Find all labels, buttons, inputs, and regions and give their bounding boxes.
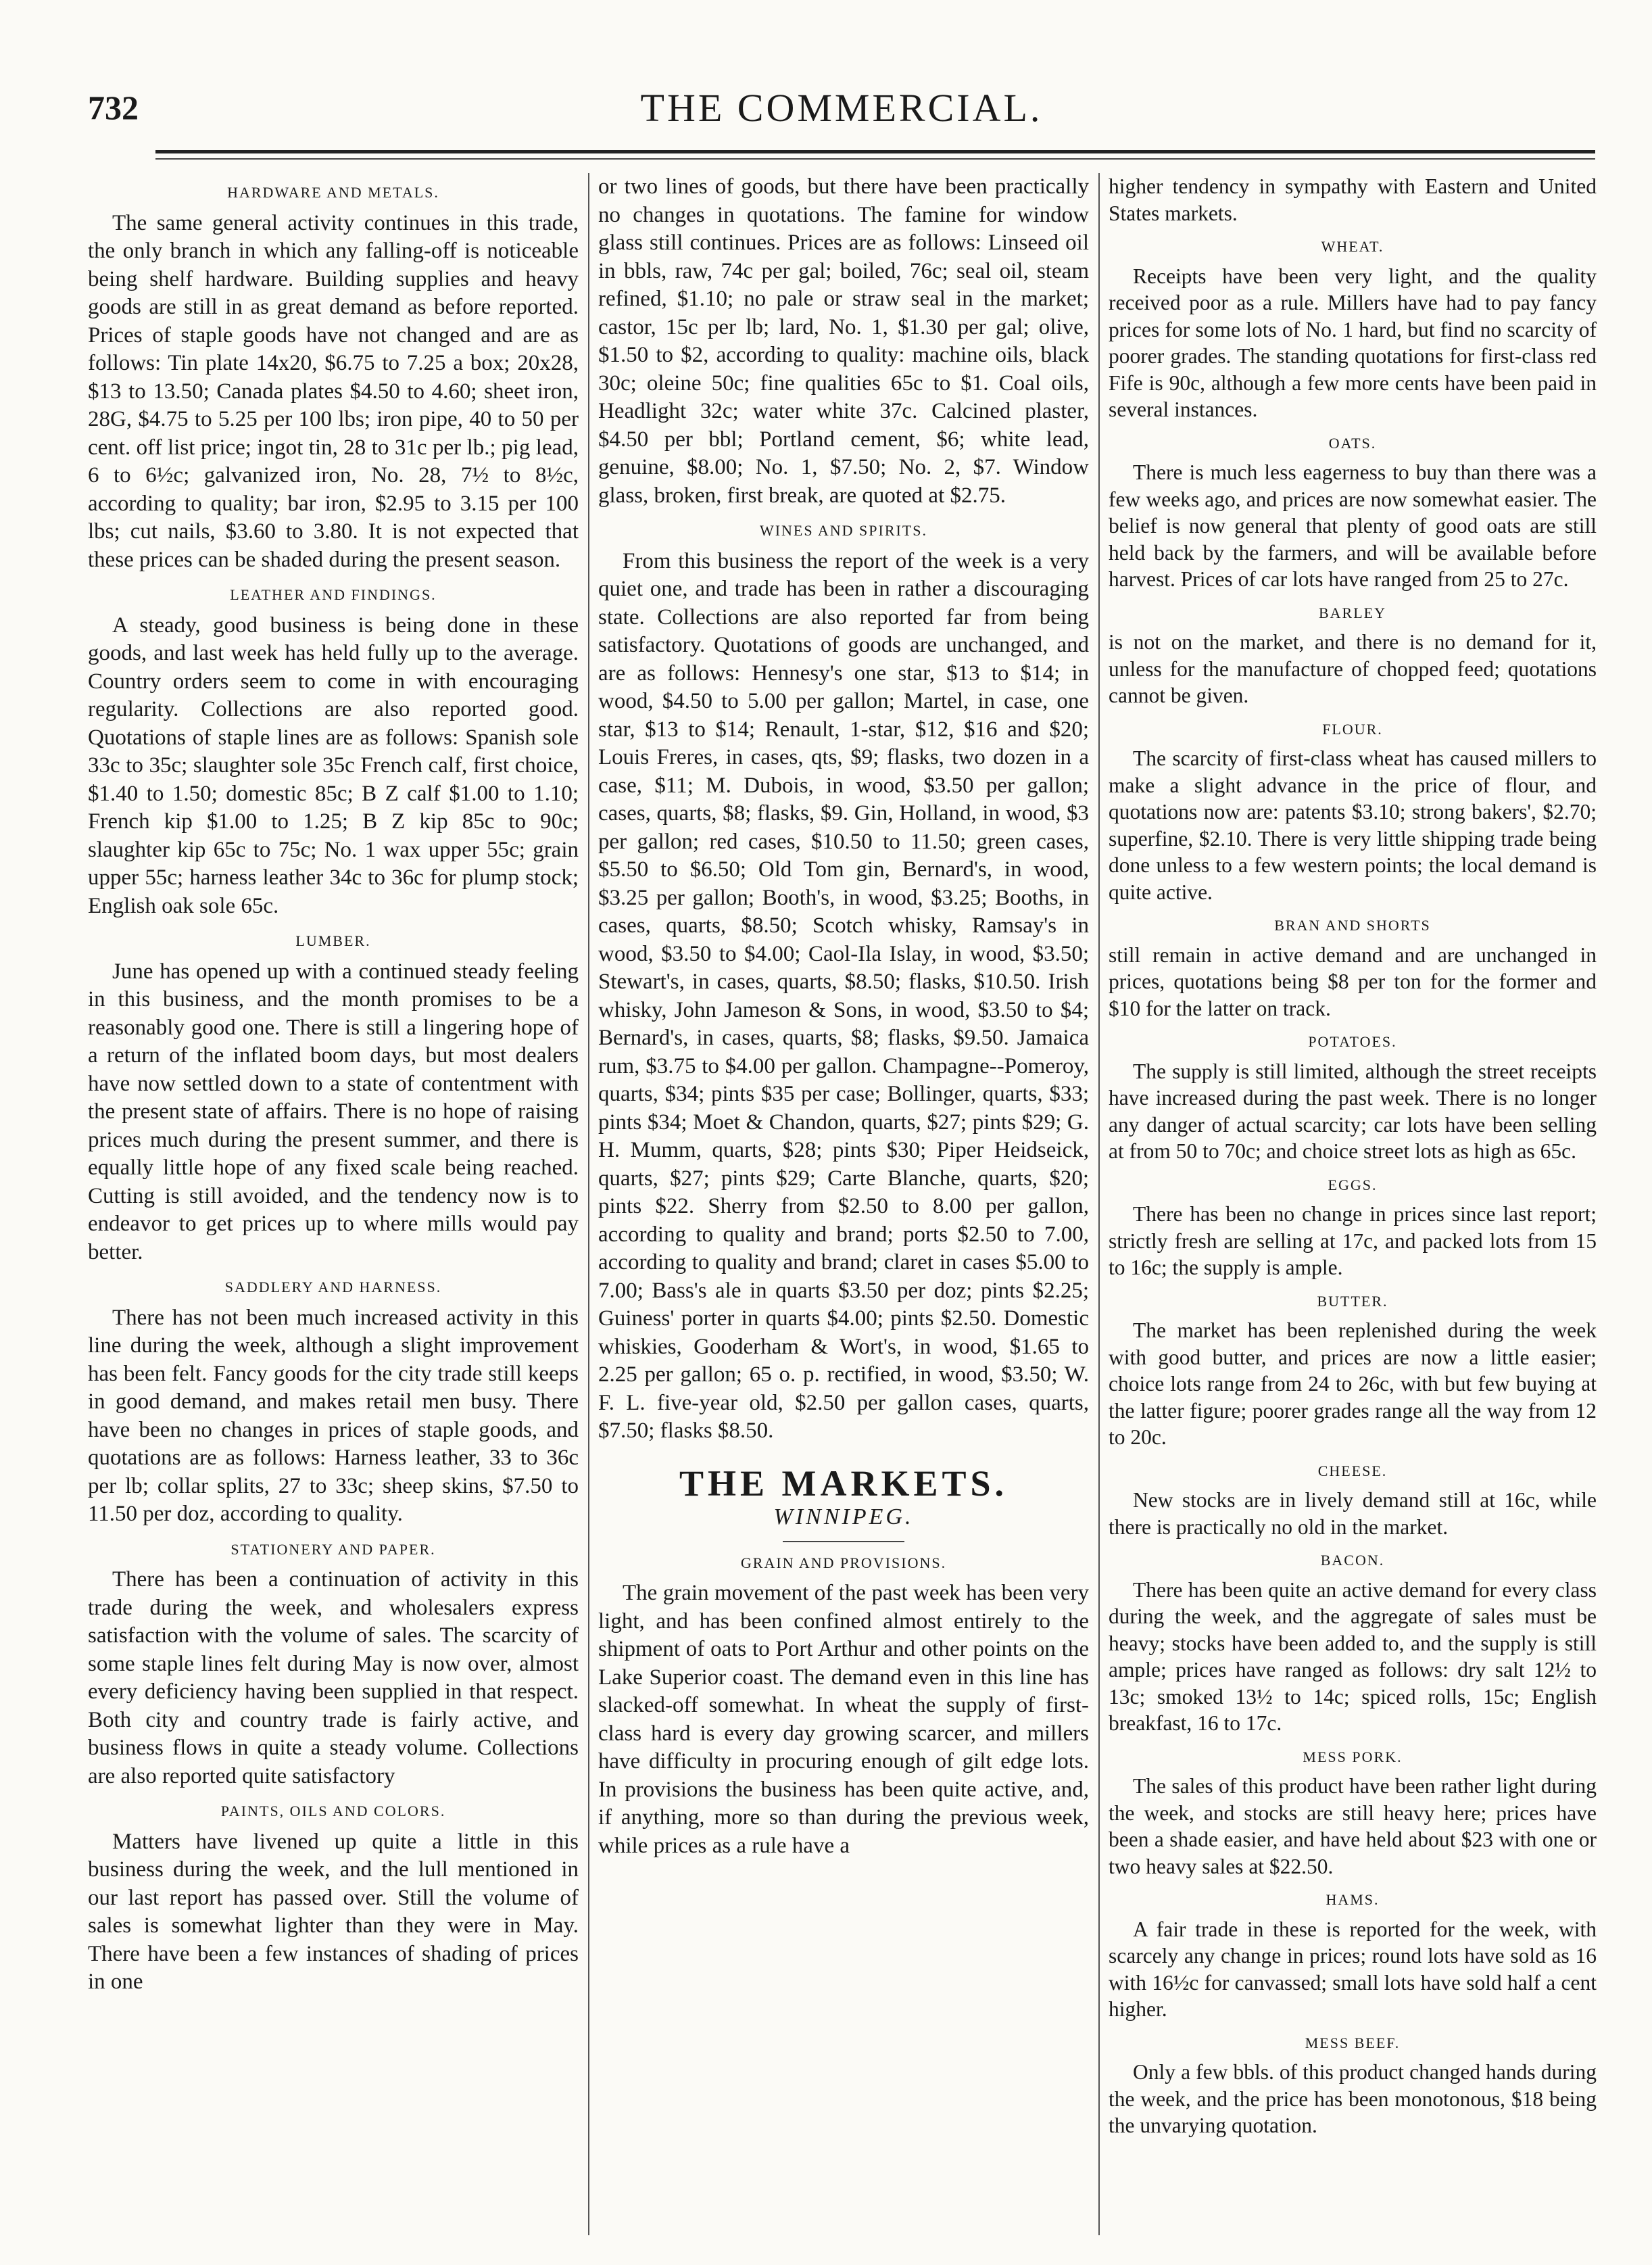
section-flour	[1109, 716, 1597, 906]
paragraph: A fair trade in these is reported for the week, with scarcely any change in prices; round lots have sold as 16 with 16½c for canvassed; small lots have sold half a cent higher.	[1109, 1917, 1597, 2021]
paragraph: Only a few bbls. of this product changed hands during the week, and the price has been monotonous, $18 being the unvarying quotation.	[1109, 2060, 1597, 2137]
section-eggs	[1109, 1172, 1597, 1281]
column-divider	[1098, 173, 1100, 2235]
section-potatoes	[1109, 1028, 1597, 1165]
section-heading: SADDLERY AND HARNESS.	[224, 1279, 442, 1295]
paragraph-continued: higher tendency in sympathy with Eastern and United States markets.	[1109, 174, 1597, 225]
section-heading: WHEAT.	[1321, 238, 1384, 255]
column-2	[598, 173, 1089, 1867]
section-saddlery	[88, 1273, 579, 1529]
section-hardware	[88, 178, 579, 574]
section-bacon	[1109, 1547, 1597, 1737]
paragraph: is not on the market, and there is no demand for it, unless for the manufacture of chopped feed; quotations cannot be given.	[1109, 630, 1597, 707]
paragraph: There has not been much increased activity in this line during the week, although a slight improvement has been felt. Fancy goods for the city trade still keeps in good demand, and makes retail men busy. There have been no changes in prices of staple goods, and quotations are as follows: Harness leather, 33 to 36c per lb; collar splits, 27 to 33c; sheep skins, $7.50 to 11.50 per doz, according to quality.	[88, 1305, 579, 1526]
section-paints	[88, 1797, 579, 1997]
section-heading: STATIONERY AND PAPER.	[230, 1540, 436, 1558]
section-leather	[88, 581, 579, 920]
paragraph: There has been quite an active demand for every class during the week, and the aggregate of sales must be heavy; stocks have been added to, and the supply is still ample; prices have ranged as follows: dry salt 12½ to 13c; smoked 13½ to 14c; spiced rolls, 15c; English breakfast, 16 to 17c.	[1109, 1577, 1597, 1735]
section-heading: FLOUR.	[1322, 720, 1383, 738]
section-heading: LUMBER.	[295, 932, 371, 949]
column-divider	[588, 173, 589, 2235]
section-heading: HAMS.	[1326, 1891, 1380, 1908]
section-heading: PAINTS, OILS AND COLORS.	[220, 1803, 446, 1819]
section-butter	[1109, 1288, 1597, 1451]
paragraph: There has been a continuation of activity in this trade during the week, and wholesalers express satisfaction with the volume of sales. The scarcity of some staple lines felt during May is now over, almost every deficiency having been supplied in that respect. Both city and country trade is fairly active, and business flows in quite a steady volume. Collections are also reported quite satisfactory	[88, 1567, 579, 1788]
section-heading: BARLEY	[1319, 604, 1386, 621]
section-heading: BRAN AND SHORTS	[1274, 917, 1431, 934]
paragraph: New stocks are in lively demand still at 16c, while there is practically no old in the market.	[1109, 1488, 1597, 1539]
header-rule-thin	[155, 158, 1595, 160]
section-bran	[1109, 912, 1597, 1022]
header-rule	[155, 150, 1595, 153]
section-heading: MESS PORK.	[1303, 1748, 1403, 1765]
section-wines	[598, 517, 1089, 1446]
paragraph: There is much less eagerness to buy than there was a few weeks ago, and prices are now somewhat easier. The belief is now general that plenty of good oats are still held back by the farmers, and will be available before harvest. Prices of car lots have ranged from 25 to 27c.	[1109, 460, 1597, 591]
markets-subtitle: WINNIPEG.	[773, 1504, 914, 1529]
section-heading: MESS BEEF.	[1305, 2034, 1401, 2051]
section-heading: WINES AND SPIRITS.	[759, 522, 928, 539]
paragraph: The scarcity of first-class wheat has caused millers to make a slight advance in the price of flour, and quotations now are: patents $3.10; strong bakers', $2.70; superfine, $2.10. There is very little shipping trade being done unless to a few western points; the local demand is quite active.	[1109, 746, 1597, 904]
paragraph-continued: or two lines of goods, but there have been practically no changes in quotations. The famine for window glass still continues. Prices are as follows: Linseed oil in bbls, raw, 74c per gal; boiled, 76c; seal oil, steam refined, $1.10; no pale or straw seal in the market; castor, 15c per lb; lard, No. 1, $1.30 per gal; olive, $1.50 to $2, according to quality: machine oils, black 30c; oleine 50c; fine qualities 65c to $1. Coal oils, Headlight 32c; water white 37c. Calcined plaster, $4.50 per bbl; Portland cement, $6; white lead, genuine, $8.00; No. 1, $7.50; No. 2, $7. Window glass, broken, first break, are quoted at $2.75.	[598, 174, 1089, 508]
section-stationery	[88, 1535, 579, 1791]
page-header	[88, 88, 1595, 135]
markets-title: THE MARKETS.	[679, 1462, 1009, 1504]
paragraph: The sales of this product have been rather light during the week, and stocks are still heavy here; prices have been a shade easier, and have held about $23 with one or two heavy sales at $22.50.	[1109, 1774, 1597, 1878]
paragraph: The same general activity continues in this trade, the only branch in which any falling-off is noticeable being shelf hardware. Building supplies and heavy goods are still in as great demand as before reported. Prices of staple goods have not changed and are as follows: Tin plate 14x20, $6.75 to 7.25 a box; 20x28, $13 to 13.50; Canada plates $4.50 to 4.60; sheet iron, 28G, $4.75 to 5.25 per 100 lbs; iron pipe, 40 to 50 per cent. off list price; ingot tin, 28 to 31c per lb.; pig lead, 6 to 6½c; galvanized iron, No. 28, 7½ to 8½c, according to quality; bar iron, $2.95 to 3.15 per 100 lbs; cut nails, $3.60 to 3.80. It is not expected that these prices can be shaded during the present season.	[88, 210, 579, 572]
paragraph: Matters have livened up quite a little in this business during the week, and the lull mentioned in our last report has passed over. Still the volume of sales is somewhat lighter than they were in May. There have been a few instances of shading of prices in one	[88, 1829, 579, 1994]
section-heading: CHEESE.	[1317, 1462, 1388, 1479]
paragraph: There has been no change in prices since last report; strictly fresh are selling at 17c, and packed lots from 15 to 16c; the supply is ample.	[1109, 1202, 1597, 1279]
paragraph: The grain movement of the past week has been very light, and has been confined almost entirely to the shipment of oats to Port Arthur and other points on the Lake Superior coast. The demand even in this line has slacked-off somewhat. In wheat the supply of first-class hard is every day growing scarcer, and millers have difficulty in procuring enough of gilt edge lots. In provisions the business has been quite active, and, if anything, more so than during the previous week, while prices as a rule have a	[598, 1581, 1089, 1858]
section-cheese	[1109, 1458, 1597, 1541]
section-heading: BACON.	[1320, 1552, 1385, 1569]
paragraph: Receipts have been very light, and the quality received poor as a rule. Millers have had to pay fancy prices for some lots of No. 1 hard, but find no scarcity of poorer grades. The standing quotations for first-class red Fife is 90c, although a few more cents have been paid in several instances.	[1109, 264, 1597, 421]
section-heading: GRAIN AND PROVISIONS.	[740, 1554, 947, 1571]
section-oats	[1109, 430, 1597, 593]
divider	[783, 1541, 904, 1542]
paragraph: From this business the report of the week is a very quiet one, and trade has been in rather a discouraging state. Collections are also reported far from being satisfactory. Quotations of goods are unchanged, and are as follows: Hennesy's one star, $13 to $14; in wood, $4.50 to 5.00 per gallon; Martel, in case, one star, $13 to $14; Renault, 1-star, $12, $16 and $20; Louis Freres, in cases, qts, $9; flasks, two dozen in a case, $11; M. Dubois, in wood, $3.50 per gallon; cases, quarts, $8; flasks, $9. Gin, Holland, in wood, $3 per gallon; red cases, $10.50 to 11.50; green cases, $5.50 to $6.50; Old Tom gin, Bernard's, in wood, $3.25 per gallon; Booth's, in wood, $3.25; Booths, in cases, quarts, $8.50; Scotch whisky, Ramsay's in wood, $3.50 to $4.00; Caol-Ila Islay, in wood, $3.50; Stewart's, in cases, quarts, $8.50; flasks, $10.50. Irish whisky, John Jameson & Sons, in wood, $3.50 to $4; Bernard's, in cases, quarts, $8; flasks, $9.50. Jamaica rum, $3.75 to $4.00 per gallon. Champagne--Pomeroy, quarts, $34; pints $35 per case; Bollinger, quarts, $33; pints $34; Moet & Chandon, quarts, $27; pints $29; G. H. Mumm, quarts, $28; pints $30; Piper Heidseick, quarts, $27; pints $29; Carte Blanche, quarts, $20; pints $22. Sherry from $2.50 to 8.00 per gallon, according to quality and brand; ports $2.50 to 7.00, according to quality and brand; claret in cases $5.00 to 7.00; Bass's ale in quarts $3.50 per doz; pints $2.25; Guiness' porter in quarts $4.00; pints $2.50. Domestic whiskies, Gooderham & Wort's, in wood, $1.65 to 2.25 per gallon; 65 o. p. rectified, in wood, $3.50; W. F. L. five-year old, $2.50 per gallon cases, quarts, $7.50; flasks $8.50.	[598, 548, 1089, 1443]
section-heading: LEATHER AND FINDINGS.	[230, 586, 437, 603]
section-grain	[598, 1549, 1089, 1861]
column-3	[1109, 173, 1597, 2146]
paragraph: A steady, good business is being done in these goods, and last week has held fully up to the average. Country orders seem to come in with encouraging regularity. Collections are also reported good. Quotations of staple lines are as follows: Spanish sole 33c to 35c; slaughter sole 35c French calf, first choice, $1.40 to 1.50; domestic 85c; B Z calf $1.00 to 1.10; French kip $1.00 to 1.25; B Z kip 85c to 90c; slaughter kip 65c to 75c; No. 1 wax upper 55c; grain upper 55c; harness leather 34c to 36c for plump stock; English oak sole 65c.	[88, 613, 579, 918]
paragraph: The supply is still limited, although the street receipts have increased during the past week. There is no longer any danger of actual scarcity; car lots have been selling at from 50 to 70c; and choice street lots as high as 65c.	[1109, 1059, 1597, 1163]
column-1	[88, 173, 579, 2003]
page-number: 732	[88, 89, 139, 126]
section-lumber	[88, 927, 579, 1266]
section-mess-pork	[1109, 1744, 1597, 1880]
section-heading: POTATOES.	[1308, 1033, 1397, 1050]
section-heading: HARDWARE AND METALS.	[227, 184, 439, 201]
paragraph: The market has been replenished during the week with good butter, and prices are now a little easier; choice lots range from 24 to 26c, with but few buying at the latter figure; poorer grades range all the way from 12 to 20c.	[1109, 1318, 1597, 1449]
paragraph: still remain in active demand and are unchanged in prices, quotations being $8 per ton for the former and $10 for the latter on track.	[1109, 943, 1597, 1020]
section-heading: OATS.	[1328, 434, 1377, 452]
section-wheat	[1109, 233, 1597, 423]
section-mess-beef	[1109, 2030, 1597, 2139]
paragraph: June has opened up with a continued steady feeling in this business, and the month promises to be a reasonably good one. There is still a lingering hope of a return of the inflated boom days, but most dealers have now settled down to a state of contentment with the present state of affairs. There is no hope of raising prices much during the present summer, and there is equally little hope of any fixed scale being reached. Cutting is still avoided, and the tendency now is to endeavor to get prices up to where mills would pay better.	[88, 959, 579, 1264]
section-barley	[1109, 600, 1597, 709]
section-heading: EGGS.	[1328, 1176, 1378, 1193]
section-hams	[1109, 1886, 1597, 2023]
page-title: THE COMMERCIAL.	[640, 86, 1043, 130]
section-heading: BUTTER.	[1317, 1292, 1388, 1310]
